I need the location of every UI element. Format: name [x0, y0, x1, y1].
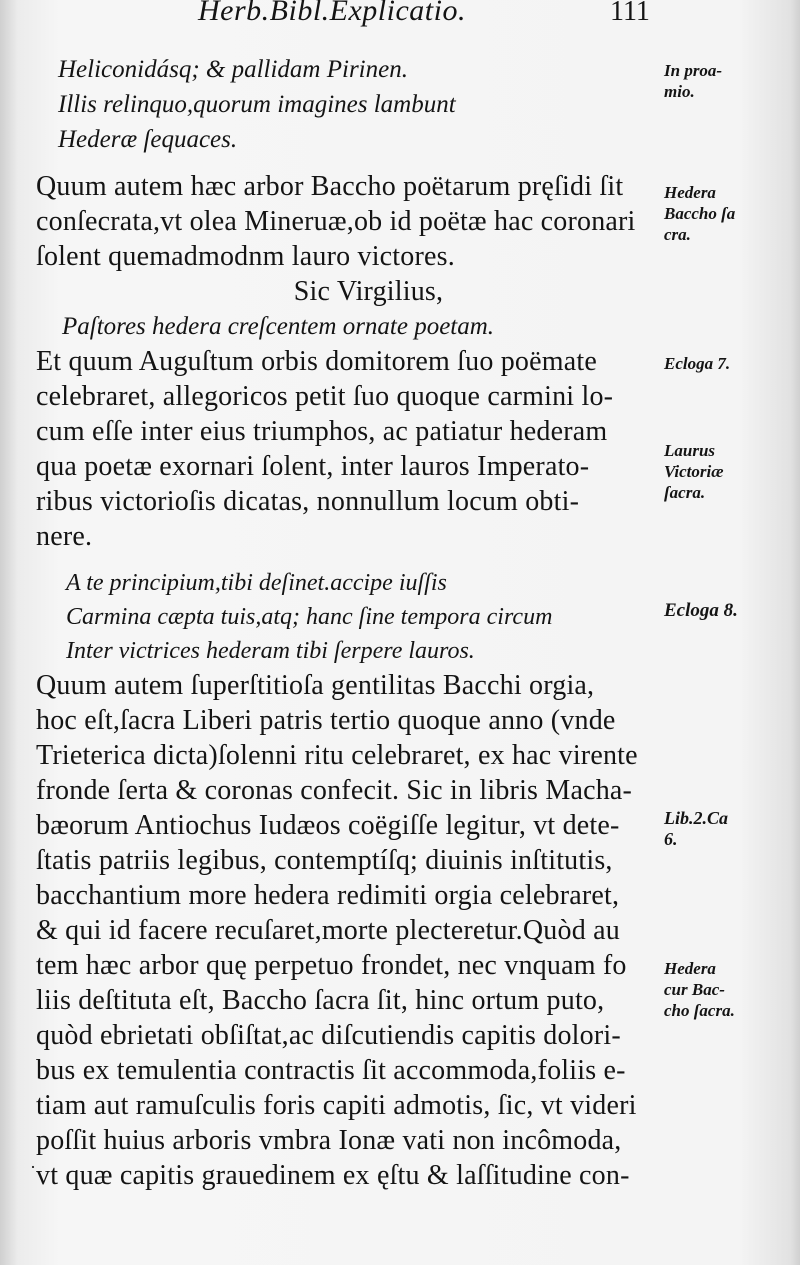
margin-note-line: Ecloga 7. [664, 354, 731, 373]
text-line: & qui id facere recuſaret,morte plecteretur.Quòd au [36, 915, 620, 946]
text-line: Et quum Auguſtum orbis domitorem ſuo poëmate [36, 346, 597, 377]
text-line: hoc eſt,ſacra Liberi patris tertio quoque anno (vnde [36, 705, 616, 736]
page-header [0, 0, 800, 34]
verse-virgil [36, 309, 661, 344]
main-text-block [36, 52, 661, 1193]
margin-note-lib [664, 808, 800, 850]
text-line: Trieterica dicta)ſolenni ritu celebraret, ex hac virente [36, 740, 638, 771]
ink-dot: · [30, 1157, 36, 1177]
verse-line: Paſtores hedera creſcentem ornate poetam. [62, 313, 495, 340]
text-line: cum eſſe inter eius triumphos, ac patiatur hederam [36, 416, 608, 447]
running-title: Herb.Bibl.Explicatio. [198, 0, 466, 27]
text-line: tem hæc arbor quę perpetuo frondet, nec vnquam fo [36, 950, 627, 981]
verse-line: Heliconidásq; & pallidam Pirinen. [58, 56, 408, 83]
margin-note-line: Lib.2.Ca [664, 808, 729, 828]
margin-note-line: Laurus [664, 441, 716, 460]
margin-note-line: cra. [664, 225, 691, 244]
verse-intro [36, 52, 661, 157]
margin-note-line: ſacra. [664, 483, 706, 502]
text-line: poſſit huius arboris vmbra Ionæ vati non incômoda, [36, 1125, 622, 1156]
text-line: ſolent quemadmodnm lauro victores. [36, 241, 455, 272]
text-line: quòd ebrietati obſiſtat,ac diſcutiendis capitis dolori- [36, 1020, 621, 1051]
margin-note-laurus [664, 440, 800, 503]
text-line: fronde ſerta & coronas confecit. Sic in libris Macha- [36, 775, 633, 806]
text-line: bæorum Antiochus Iudæos coëgiſſe legitur, vt dete- [36, 810, 620, 841]
margin-note-line: Hedera [664, 959, 716, 978]
paragraph-1 [36, 169, 661, 274]
text-line: liis deſtituta eſt, Baccho ſacra ſit, hinc ortum puto, [36, 985, 605, 1016]
paragraph-2 [36, 344, 661, 554]
margin-note-line: In proa- [664, 61, 723, 80]
verse-line: Illis relinquo,quorum imagines lambunt [58, 91, 456, 118]
page-number: 111 [610, 0, 650, 27]
text-line: vt quæ capitis grauedinem ex ęſtu & laſſitudine con- [36, 1160, 630, 1191]
margin-note-hedera-cur [664, 958, 800, 1021]
paragraph-3 [36, 668, 661, 1193]
verse-line: Inter victrices hederam tibi ſerpere lauros. [66, 638, 475, 664]
margin-note-line: cur Bac- [664, 980, 725, 999]
text-line: nere. [36, 521, 93, 552]
margin-note-ecloga-8 [664, 600, 800, 621]
margin-note-hedera-baccho [664, 182, 800, 245]
margin-note-in-proamio [664, 60, 800, 102]
margin-note-line: Victoriæ [664, 462, 724, 481]
text-line: conſecrata,vt olea Mineruæ,ob id poëtæ hac coronari [36, 206, 636, 237]
text-line: qua poetæ exornari ſolent, inter lauros Imperato- [36, 451, 590, 482]
section-heading: Sic Virgilius, [293, 276, 444, 307]
margin-note-line: Baccho ſa [664, 204, 736, 223]
margin-note-ecloga-7 [664, 353, 800, 374]
text-line: celebraret, allegoricos petit ſuo quoque carmini lo- [36, 381, 614, 412]
verse-line: A te principium,tibi deſinet.accipe iuſſis [66, 570, 447, 596]
margin-note-line: mio. [664, 82, 695, 101]
margin-note-line: cho ſacra. [664, 1001, 735, 1020]
text-line: ſtatis patriis legibus, contemptíſq; diuinis inſtitutis, [36, 845, 613, 876]
text-line: Quum autem hæc arbor Baccho poëtarum pręſidi ſit [36, 171, 624, 202]
margin-note-line: Ecloga 8. [664, 600, 738, 621]
text-line: bacchantium more hedera redimiti orgia celebraret, [36, 880, 620, 911]
margin-note-line: Hedera [664, 183, 716, 202]
text-line: tiam aut ramuſculis foris capiti admotis, ſic, vt videri [36, 1090, 637, 1121]
text-line: ribus victorioſis dicatas, nonnullum locum obti- [36, 486, 580, 517]
text-line: bus ex temulentia contractis ſit accommoda,foliis e- [36, 1055, 626, 1086]
verse-line: Hederæ ſequaces. [58, 126, 238, 153]
text-line: Quum autem ſuperſtitioſa gentilitas Bacchi orgia, [36, 670, 595, 701]
verse-ecloga [36, 566, 661, 668]
verse-line: Carmina cæpta tuis,atq; hanc ſine tempora circum [66, 604, 553, 630]
margin-note-line: 6. [664, 829, 678, 849]
